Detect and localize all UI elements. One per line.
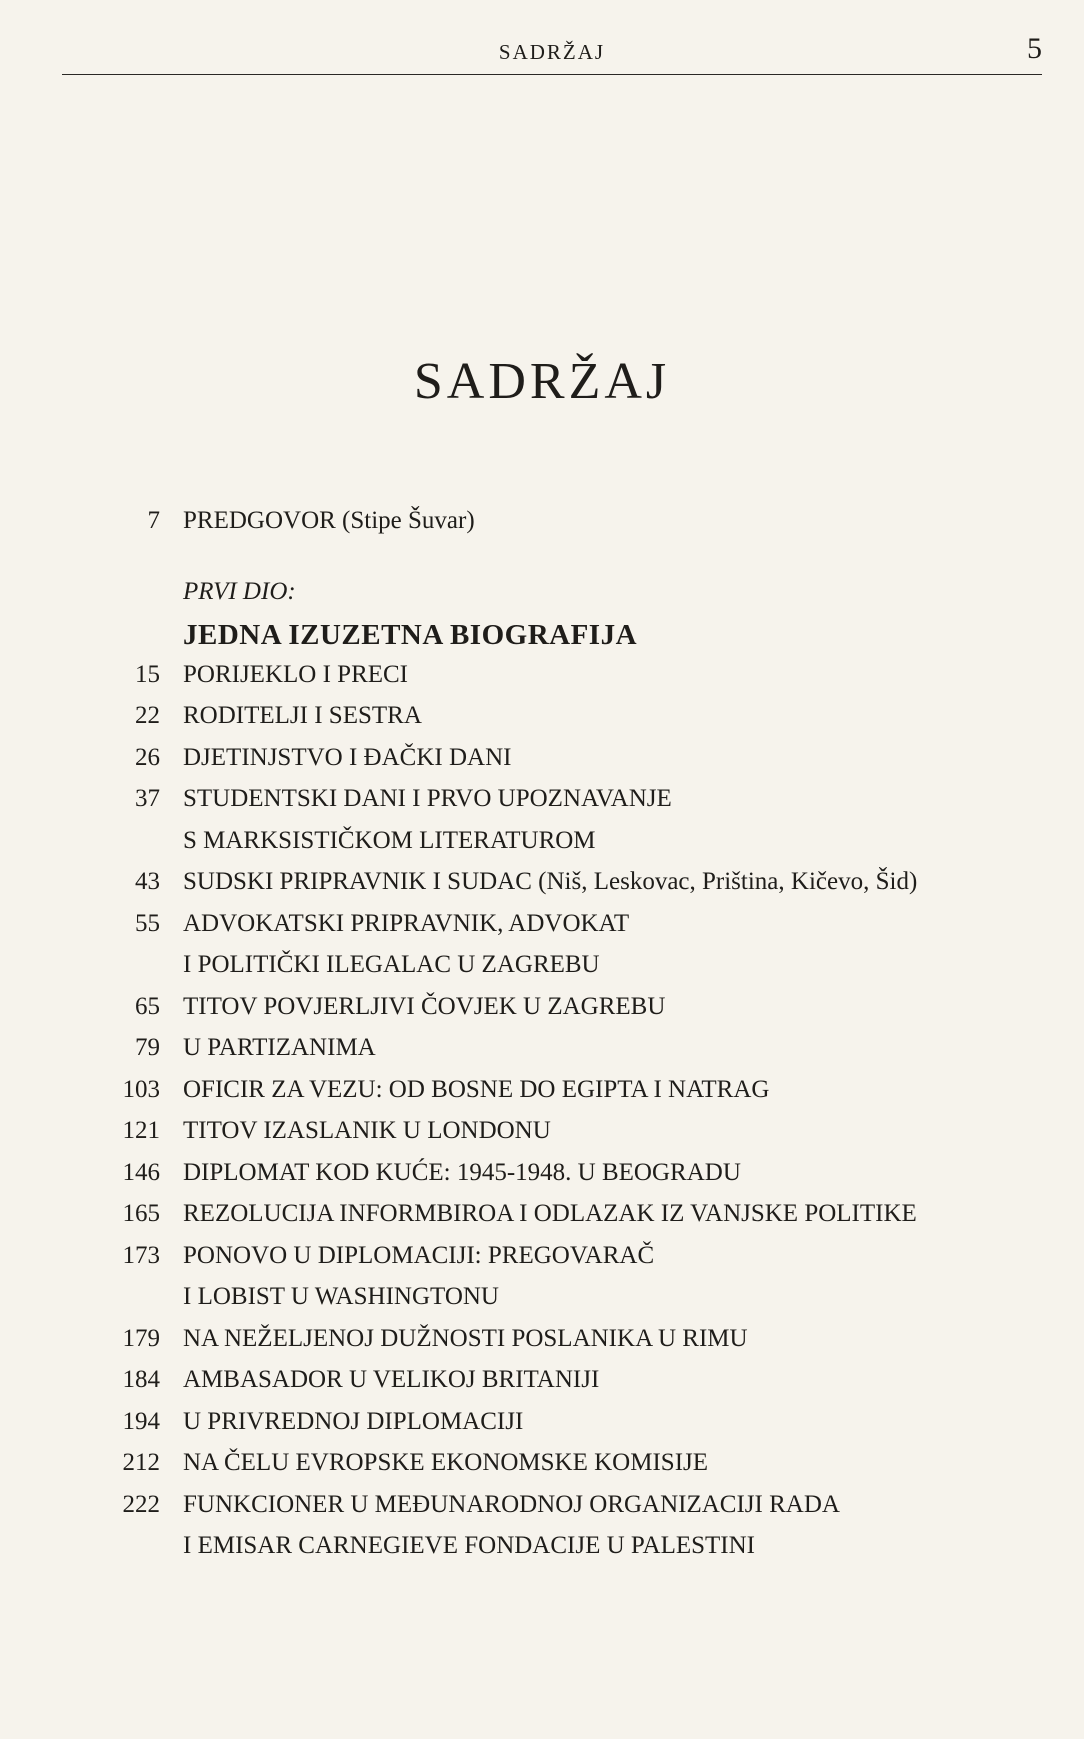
toc-entry-title: PONOVO U DIPLOMACIJI: PREGOVARAČ <box>183 1241 655 1269</box>
toc-entry <box>0 823 1084 865</box>
toc-entry-title: DJETINJSTVO I ĐAČKI DANI <box>183 743 512 771</box>
toc-entry-title: TITOV POVJERLJIVI ČOVJEK U ZAGREBU <box>183 992 666 1020</box>
toc-entry-title: OFICIR ZA VEZU: OD BOSNE DO EGIPTA I NATRAG <box>183 1075 770 1103</box>
page-number: 5 <box>1027 32 1042 65</box>
toc-entry-title: AMBASADOR U VELIKOJ BRITANIJI <box>183 1366 600 1393</box>
toc-entry-title: RODITELJI I SESTRA <box>183 702 422 729</box>
toc-entry-title: DIPLOMAT KOD KUĆE: 1945-1948. U BEOGRADU <box>183 1158 741 1186</box>
running-title: SADRŽAJ <box>498 40 606 64</box>
toc-entry <box>0 1030 1084 1072</box>
toc-page-number: 179 <box>122 1324 160 1352</box>
toc-page-number: 165 <box>122 1200 160 1227</box>
toc-page-number: 103 <box>122 1075 160 1103</box>
toc-entry-title: PREDGOVOR (Stipe Šuvar) <box>183 507 475 534</box>
toc-entry-title: U PARTIZANIMA <box>183 1034 376 1061</box>
part-title: JEDNA IZUZETNA BIOGRAFIJA <box>183 619 638 651</box>
toc-entry <box>0 1279 1084 1321</box>
toc-entry-title: SUDSKI PRIPRAVNIK I SUDAC (Niš, Leskovac, Priština, Kičevo, Šid) <box>183 868 918 895</box>
part-title-row <box>0 615 1084 657</box>
toc-entry <box>0 1321 1084 1363</box>
table-of-contents <box>0 503 1084 1570</box>
toc-entry-title: NA ČELU EVROPSKE EKONOMSKE KOMISIJE <box>183 1449 709 1476</box>
toc-page-number: 55 <box>135 909 160 937</box>
section-spacer <box>0 545 1084 574</box>
toc-page-number: 121 <box>122 1117 160 1144</box>
toc-entry <box>0 906 1084 948</box>
toc-entry <box>0 1155 1084 1197</box>
toc-entry <box>0 657 1084 699</box>
toc-entry <box>0 989 1084 1031</box>
toc-entry <box>0 698 1084 740</box>
toc-page-number: 7 <box>147 507 160 534</box>
toc-entry-title: STUDENTSKI DANI I PRVO UPOZNAVANJE <box>183 785 672 812</box>
toc-entry-preface <box>0 503 1084 545</box>
toc-entry-title: PORIJEKLO I PRECI <box>183 660 409 688</box>
toc-entry <box>0 1404 1084 1446</box>
toc-entry-title: I EMISAR CARNEGIEVE FONDACIJE U PALESTINI <box>183 1532 755 1559</box>
toc-entry <box>0 781 1084 823</box>
toc-page-number: 79 <box>135 1034 160 1061</box>
toc-entry-title: NA NEŽELJENOJ DUŽNOSTI POSLANIKA U RIMU <box>183 1324 748 1352</box>
toc-entry <box>0 1238 1084 1280</box>
toc-entry <box>0 740 1084 782</box>
toc-page-number: 26 <box>135 743 160 771</box>
toc-entry <box>0 1113 1084 1155</box>
toc-entry-title: I LOBIST U WASHINGTONU <box>183 1283 499 1310</box>
toc-page-number: 222 <box>122 1490 160 1518</box>
toc-entry <box>0 947 1084 989</box>
toc-entry <box>0 1196 1084 1238</box>
toc-page-number: 146 <box>122 1158 160 1186</box>
chapter-list <box>0 657 1084 1570</box>
toc-entry <box>0 1445 1084 1487</box>
toc-entry <box>0 1072 1084 1114</box>
toc-page-number: 22 <box>135 702 160 729</box>
toc-entry <box>0 864 1084 906</box>
toc-entry-title: I POLITIČKI ILEGALAC U ZAGREBU <box>183 951 600 978</box>
toc-entry-title: REZOLUCIJA INFORMBIROA I ODLAZAK IZ VANJSKE POLITIKE <box>183 1200 917 1227</box>
toc-entry-title: TITOV IZASLANIK U LONDONU <box>183 1117 551 1144</box>
toc-entry-title: FUNKCIONER U MEĐUNARODNOJ ORGANIZACIJI RADA <box>183 1490 840 1518</box>
toc-page-number: 212 <box>122 1449 160 1476</box>
toc-page-number: 173 <box>122 1241 160 1269</box>
part-label-row <box>0 574 1084 616</box>
toc-entry-title: S MARKSISTIČKOM LITERATUROM <box>183 826 596 854</box>
part-label: PRVI DIO: <box>183 577 296 605</box>
toc-page-number: 43 <box>135 868 160 895</box>
running-header <box>62 34 1042 75</box>
toc-page-number: 65 <box>135 992 160 1020</box>
toc-page-number: 194 <box>122 1407 160 1435</box>
toc-entry <box>0 1487 1084 1529</box>
toc-entry-title: ADVOKATSKI PRIPRAVNIK, ADVOKAT <box>183 909 630 937</box>
toc-title: SADRŽAJ <box>413 353 671 410</box>
toc-page-number: 37 <box>135 785 160 812</box>
toc-entry-title: U PRIVREDNOJ DIPLOMACIJI <box>183 1407 524 1435</box>
toc-page-number: 15 <box>135 660 160 688</box>
toc-page-number: 184 <box>122 1366 160 1393</box>
toc-entry <box>0 1362 1084 1404</box>
toc-entry <box>0 1528 1084 1570</box>
